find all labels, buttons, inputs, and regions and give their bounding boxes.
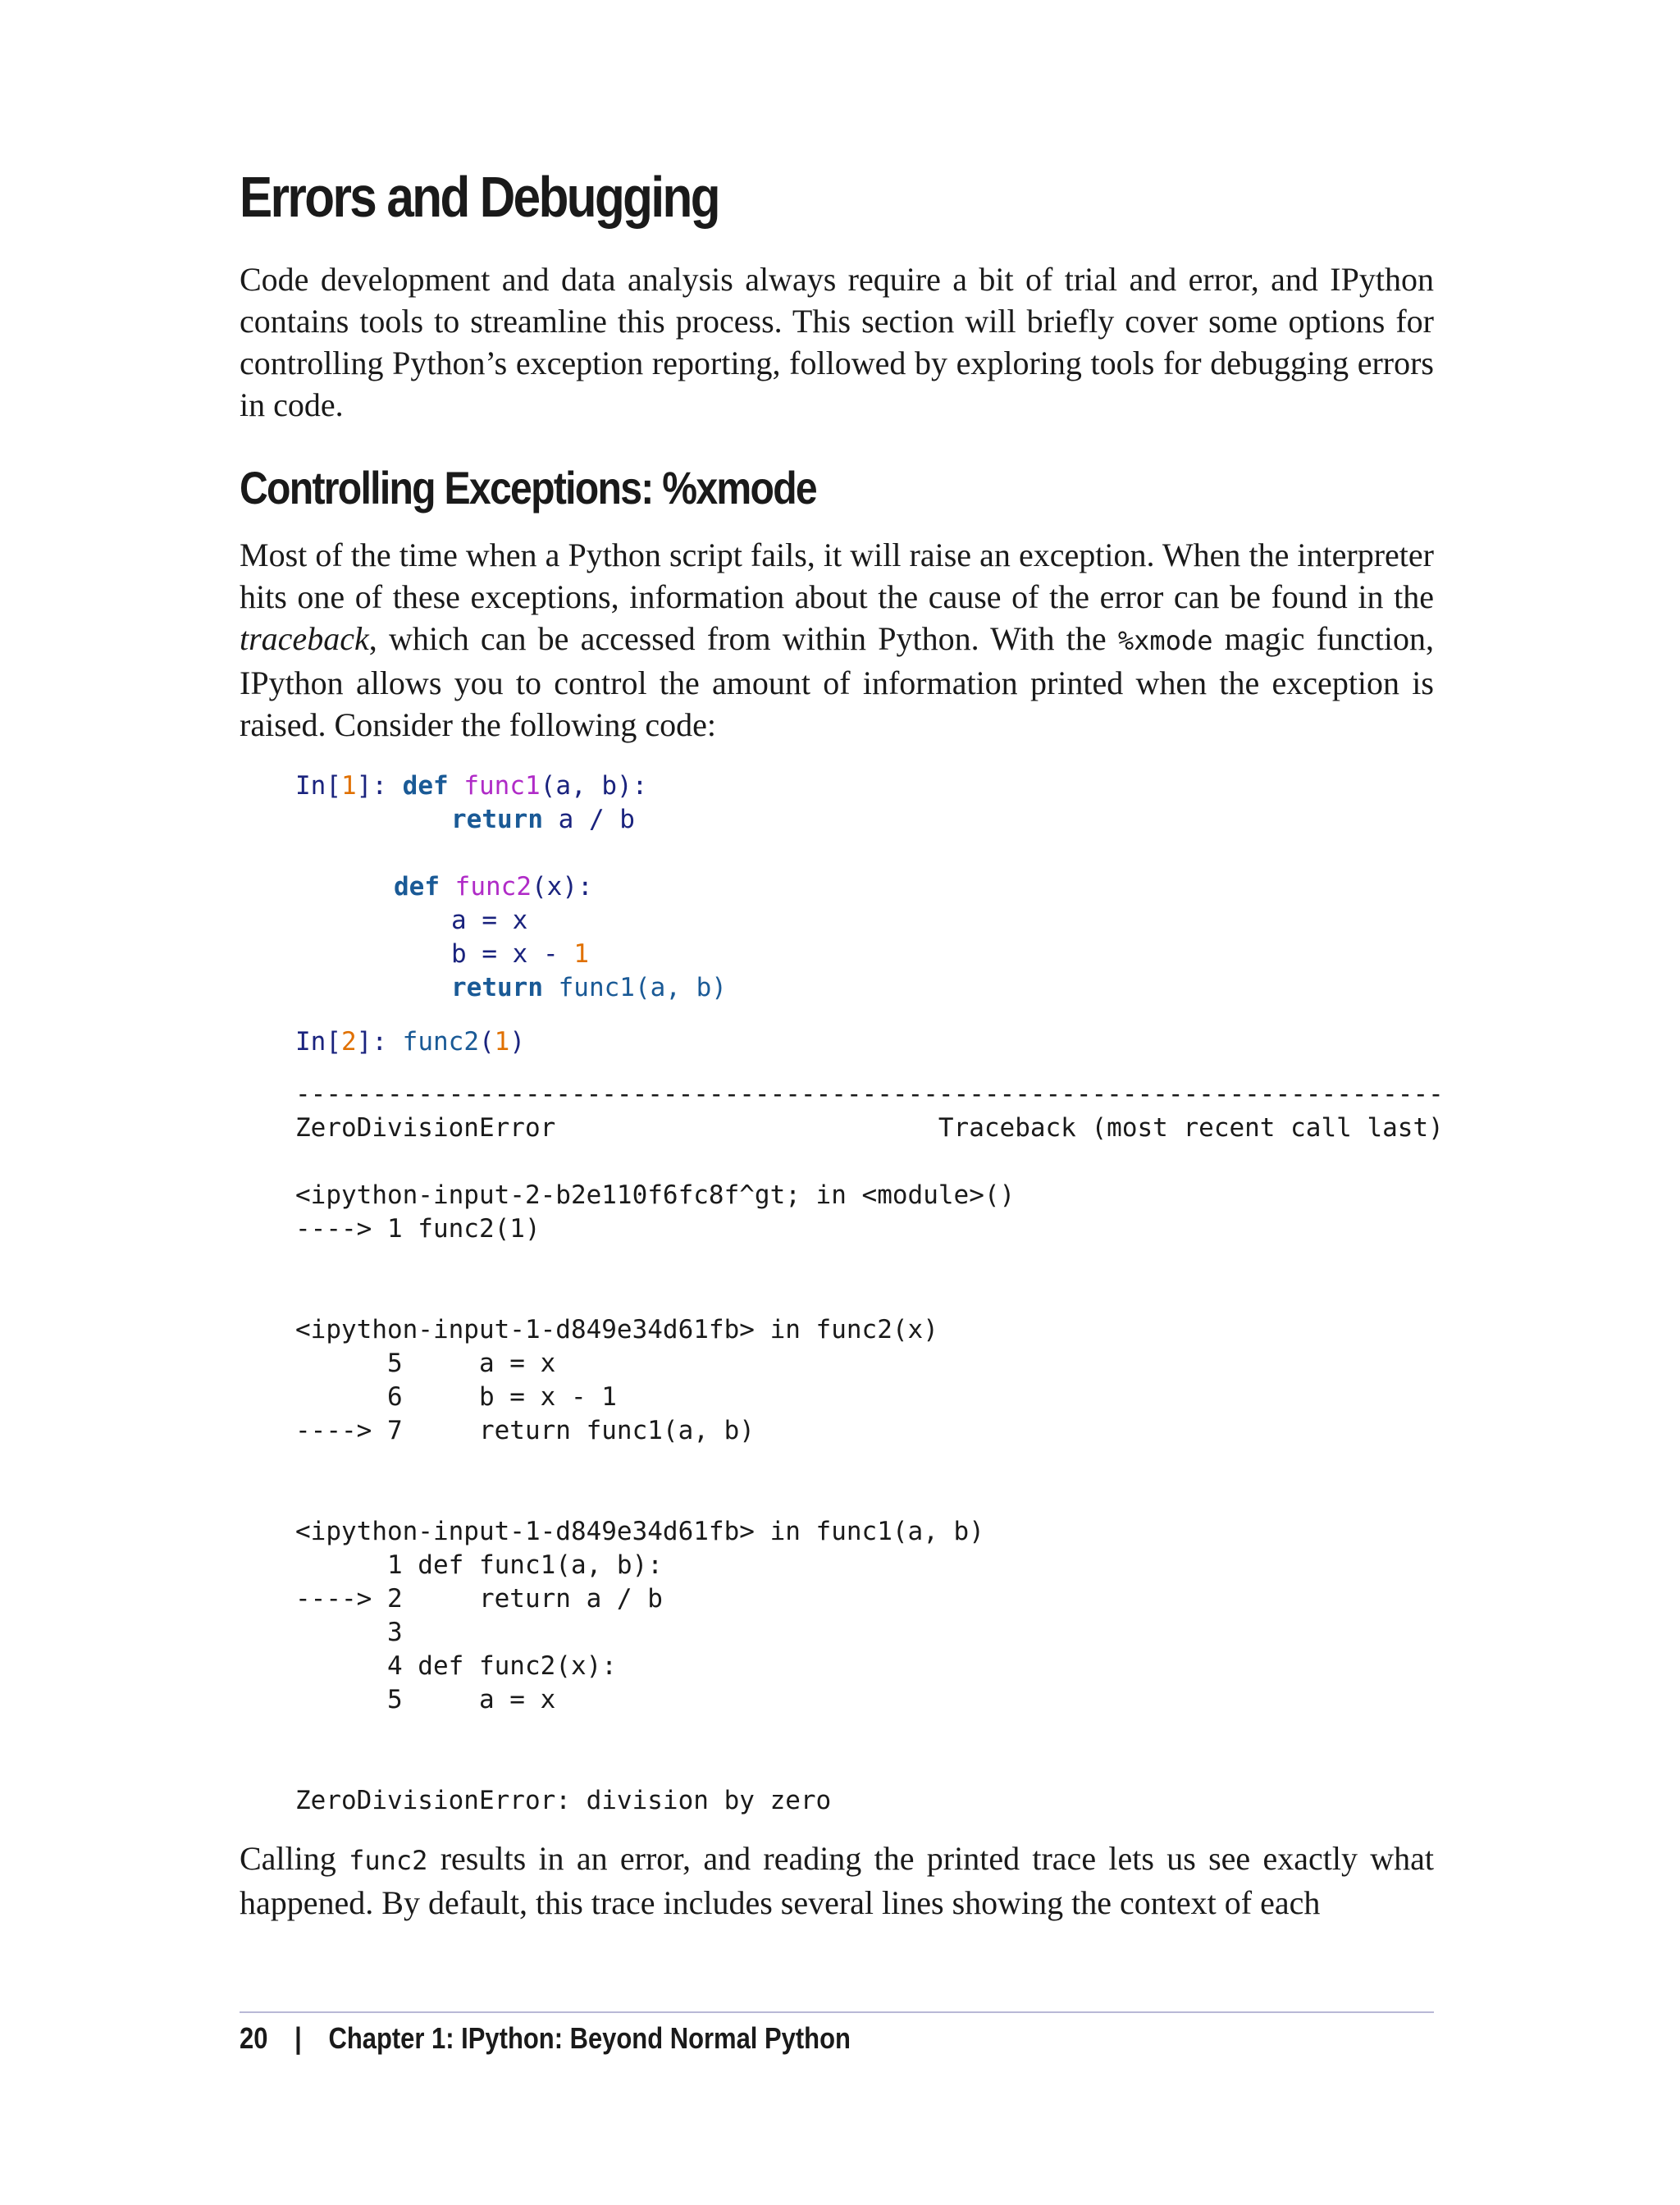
chapter-title: Chapter 1: IPython: Beyond Normal Python — [328, 2021, 851, 2055]
traceback-header: ZeroDivisionError Traceback (most recent call last) — [295, 1113, 1444, 1143]
traceback-frame2-line: ----> 7 return func1(a, b) — [295, 1416, 755, 1445]
traceback-separator: --------------------------------------------------------------------------- — [295, 1080, 1444, 1109]
paragraph-text: results in an error, and reading the printed trace lets us see exactly what happened. By default, this trace includes several lines showing the context of each — [240, 1840, 1434, 1921]
footer-separator: | — [294, 2021, 302, 2055]
traceback-frame2-header: <ipython-input-1-d849e34d61fb> in func2(x) — [295, 1315, 938, 1344]
paragraph-text: Calling — [240, 1840, 349, 1877]
paragraph-text: Most of the time when a Python script fails, it will raise an exception. When the interpreter hits one of these exceptions, information about the cause of the error can be found in the — [240, 536, 1434, 615]
code-line-in2 — [295, 1025, 525, 1059]
keyword-return: return — [451, 973, 543, 1002]
return-expression: a / b — [542, 805, 635, 834]
inline-code-func2: func2 — [349, 1845, 428, 1876]
traceback-frame2-line: 5 a = x — [295, 1349, 556, 1378]
traceback-frame3-line: 1 def func1(a, b): — [295, 1550, 663, 1580]
function-name: func2 — [454, 872, 532, 902]
emphasis-traceback: traceback — [240, 620, 369, 657]
prompt-number: 1 — [341, 771, 357, 801]
paragraph-controlling-exceptions — [240, 534, 1434, 746]
traceback-frame2-line: 6 b = x - 1 — [295, 1382, 617, 1412]
paren-open: ( — [479, 1027, 495, 1057]
number-literal: 1 — [573, 939, 589, 969]
keyword-def: def — [402, 771, 449, 801]
assignment-text: b = x - — [451, 939, 574, 969]
paragraph-text: , which can be accessed from within Python. With the — [368, 620, 1118, 657]
page-footer — [240, 2021, 851, 2056]
keyword-def: def — [394, 872, 440, 902]
traceback-frame3-line: 3 — [295, 1618, 403, 1647]
footer-divider — [240, 2011, 1434, 2013]
prompt-in: In[ — [295, 771, 341, 801]
traceback-frame3-header: <ipython-input-1-d849e34d61fb> in func1(a, b) — [295, 1517, 984, 1546]
paragraph-calling-func2 — [240, 1838, 1434, 1924]
prompt-close: ]: — [356, 1027, 403, 1057]
call-argument: 1 — [494, 1027, 510, 1057]
error-message: ZeroDivisionError: division by zero — [295, 1786, 832, 1815]
function-params: (a, b): — [540, 771, 648, 801]
keyword-return: return — [451, 805, 543, 834]
page-number: 20 — [240, 2021, 268, 2055]
inline-code-xmode: %xmode — [1117, 625, 1213, 656]
prompt-in: In[ — [295, 1027, 341, 1057]
function-name: func1 — [463, 771, 541, 801]
code-line-in1 — [295, 769, 647, 803]
traceback-frame3-line: ----> 2 return a / b — [295, 1584, 663, 1614]
code-line-a-equals-x: a = x — [451, 906, 528, 935]
subsection-heading: Controlling Exceptions: %xmode — [240, 462, 816, 514]
code-line-return-a-b — [451, 803, 635, 837]
traceback-frame3-line: 4 def func2(x): — [295, 1651, 617, 1681]
return-call: func1(a, b) — [542, 973, 727, 1002]
paren-close: ) — [509, 1027, 526, 1057]
section-heading: Errors and Debugging — [240, 165, 719, 229]
intro-paragraph: Code development and data analysis always require a bit of trial and error, and IPython contains tools to streamline this process. This section will briefly cover some options for controlling Python’s exception reporting, followed by exploring tools for debugging errors in code. — [240, 261, 1434, 423]
code-line-return-func1 — [451, 971, 727, 1005]
traceback-frame3-line: 5 a = x — [295, 1685, 556, 1714]
call-function-name: func2 — [402, 1027, 479, 1057]
code-line-b-equals — [451, 938, 589, 971]
prompt-close: ]: — [356, 771, 403, 801]
function-params: (x): — [532, 872, 593, 902]
prompt-number: 2 — [341, 1027, 357, 1057]
code-line-def-func2 — [394, 870, 593, 904]
traceback-frame1-header: <ipython-input-2-b2e110f6fc8f^gt; in <module>() — [295, 1180, 1016, 1210]
paragraph-text: magic function, IPython allows you to control the amount of information printed when the exception is raised. Consider the following code: — [240, 620, 1434, 743]
traceback-frame1-line: ----> 1 func2(1) — [295, 1214, 541, 1244]
